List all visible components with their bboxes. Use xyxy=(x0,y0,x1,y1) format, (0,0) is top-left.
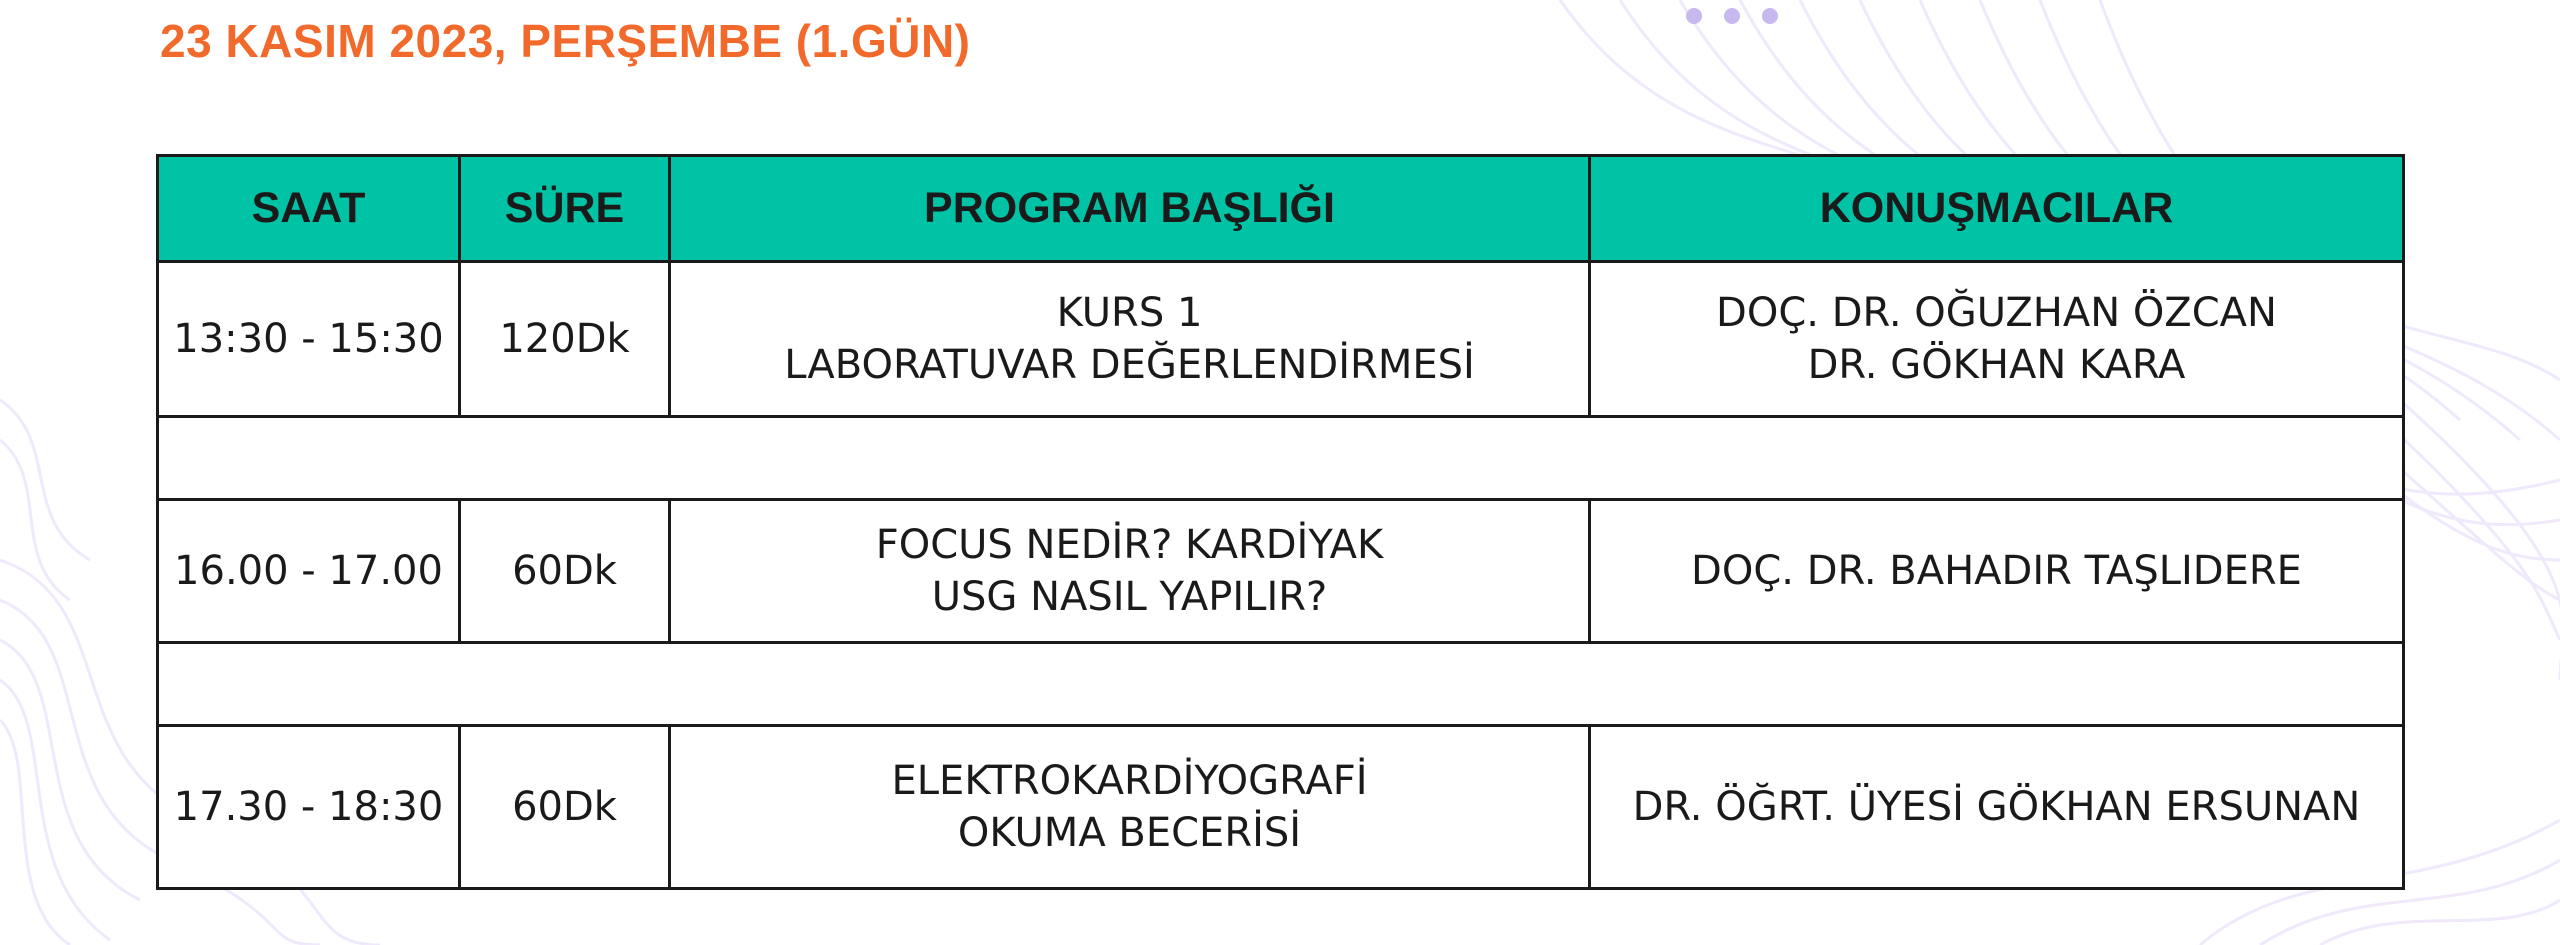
break-time: 15.30 - 16.00 xyxy=(183,436,439,480)
column-header-speakers: KONUŞMACILAR xyxy=(1590,156,2404,262)
dot-icon xyxy=(1686,8,1702,24)
session-title-line: OKUMA BECERİSİ xyxy=(957,810,1302,856)
table-row xyxy=(158,262,2404,417)
column-header-time: SAAT xyxy=(158,156,460,262)
coffee-break-row xyxy=(158,417,2404,500)
session-time: 16.00 - 17.00 xyxy=(158,500,460,643)
dot-icon xyxy=(1762,8,1778,24)
column-header-duration: SÜRE xyxy=(460,156,670,262)
session-title-line: USG NASIL YAPILIR? xyxy=(931,574,1328,620)
session-title xyxy=(670,262,1590,417)
session-title xyxy=(670,726,1590,889)
session-title-line: KURS 1 xyxy=(1056,290,1203,336)
session-title-line: FOCUS NEDİR? KARDİYAK xyxy=(875,522,1384,568)
column-header-program-title: PROGRAM BAŞLIĞI xyxy=(670,156,1590,262)
session-title-line: LABORATUVAR DEĞERLENDİRMESİ xyxy=(784,342,1475,388)
speaker-name: DOÇ. DR. OĞUZHAN ÖZCAN xyxy=(1716,290,2277,336)
speaker-name: DOÇ. DR. BAHADIR TAŞLIDERE xyxy=(1691,548,2302,594)
session-speakers xyxy=(1590,500,2404,643)
coffee-break-row xyxy=(158,643,2404,726)
table-row xyxy=(158,500,2404,643)
session-duration: 60Dk xyxy=(460,726,670,889)
session-duration: 120Dk xyxy=(460,262,670,417)
session-time: 17.30 - 18:30 xyxy=(158,726,460,889)
session-speakers xyxy=(1590,726,2404,889)
break-label: KAHVE ARASI xyxy=(1136,659,1425,707)
schedule-table xyxy=(156,154,2405,890)
day-title: 23 KASIM 2023, PERŞEMBE (1.GÜN) xyxy=(160,15,971,67)
table-header-row xyxy=(158,156,2404,262)
session-speakers xyxy=(1590,262,2404,417)
session-title xyxy=(670,500,1590,643)
decorative-dots xyxy=(1686,8,1778,24)
break-time: 17.00 - 17.30 xyxy=(183,662,439,706)
speaker-name: DR. GÖKHAN KARA xyxy=(1807,342,2186,388)
coffee-break-cell xyxy=(158,417,2404,500)
dot-icon xyxy=(1724,8,1740,24)
break-label: KAHVE ARASI xyxy=(1136,433,1425,481)
table-row xyxy=(158,726,2404,889)
session-duration: 60Dk xyxy=(460,500,670,643)
session-title-line: ELEKTROKARDİYOGRAFİ xyxy=(891,758,1368,804)
speaker-name: DR. ÖĞRT. ÜYESİ GÖKHAN ERSUNAN xyxy=(1632,784,2361,830)
session-time: 13:30 - 15:30 xyxy=(158,262,460,417)
coffee-break-cell xyxy=(158,643,2404,726)
